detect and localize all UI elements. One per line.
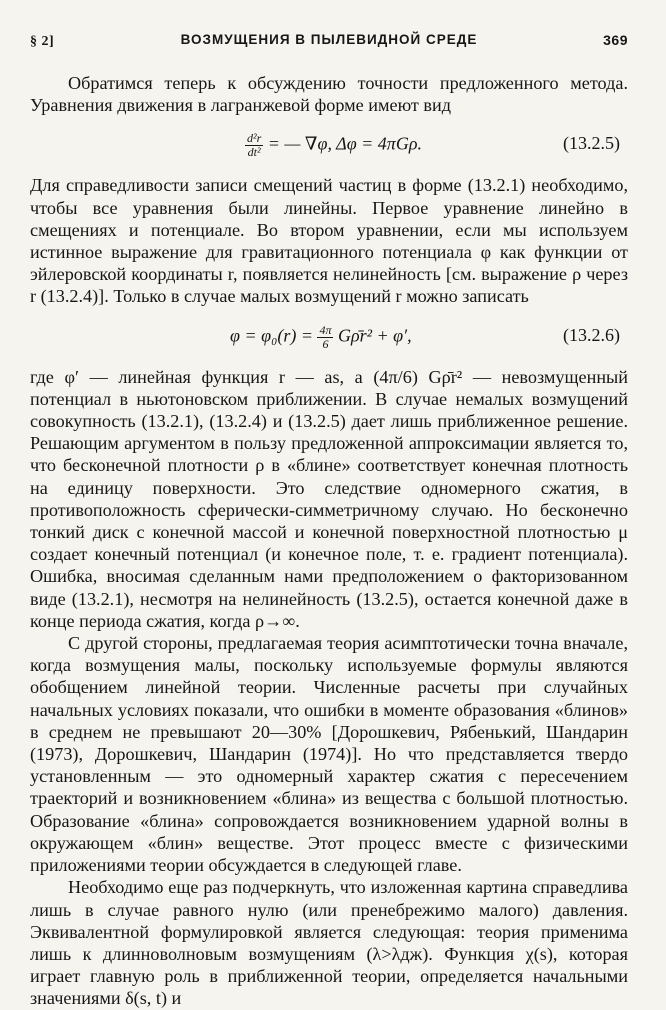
paragraph-4: С другой стороны, предлагаемая теория асимптотически точна вначале, когда возмущения малы, поскольку используемые формулы являются обобщением линейной теории. Численные расчеты при случайных начальных условиях показали, что ошибки в моменте образования «блинов» в среднем не превышают 20—30% [Дорошкевич, Рябенький, Шандарин (1973), Дорошкевич, Шандарин (1974)]. Но что представляется твердо установленным — это одномерный характер сжатия с пересечением траекторий и возникновением «блина» из вещества с большой плотностью. Образование «блина» сопровождается возникновением ударной волны в окружающем «блин» веществе. Этот процесс вместе с физическими приложениями теории обсуждается в следующей главе. [30,633,628,876]
equation-lhs: φ = φ₀(r) = [230,325,318,346]
paragraph-2: Для справедливости записи смещений частиц в форме (13.2.1) необходимо, чтобы все уравнения были линейны. Первое уравнение линейно в смещениях и потенциале. Во втором уравнении, если мы используем истинное выражение для гравитационного потенциала φ как функции от эйлеровской координаты r, появляется нелинейность [см. выражение ρ через r (13.2.4)]. Только в случае малых возмущений r можно записать [30,175,628,307]
equation-number: (13.2.6) [563,324,620,345]
equation-number: (13.2.5) [563,133,620,154]
fraction-numerator: d²r [247,131,262,146]
fraction-denominator: 6 [322,336,329,351]
paragraph-3: где φ′ — линейная функция r — as, а (4π/6) Gρ̄r² — невозмущенный потенциал в ньютоновском приближении. В случае немалых возмущений совокупность (13.2.1), (13.2.4) и (13.2.5) дает лишь приближенное решение. Решающим аргументом в пользу предложенной аппроксимации является то, что бесконечной плотности ρ в «блине» соответствует конечная плотность на единицу поверхности. Это следствие одномерного сжатия, в противоположность сферически-симметричному случаю. Но бесконечно тонкий диск с конечной массой и конечной поверхностной плотностью μ создает конечный потенциал (и конечное поле, т. е. градиент потенциала). Ошибка, вносимая сделанным нами предположением о факторизованном виде (13.2.1), несмотря на нелинейность (13.2.5), остается конечной даже в конце периода сжатия, когда ρ→∞. [30,366,628,631]
equation-13-2-6 [30,310,628,364]
paragraph-5: Необходимо еще раз подчеркнуть, что изложенная картина справедлива лишь в случае равного нулю (или пренебрежимо малого) давления. Эквивалентной формулировкой является следующая: теория применима лишь к длинноволновым возмущениям (λ>λдж). Функция χ(s), которая играет главную роль в приближенной теории, определяется начальными значениями δ(s, t) и [30,877,628,1009]
fraction-denominator: dt² [247,145,261,160]
equation-13-2-5 [30,122,628,170]
equation-13-2-6-expression [230,324,412,351]
running-title: ВОЗМУЩЕНИЯ В ПЫЛЕВИДНОЙ СРЕДЕ [180,32,478,47]
page-body [30,72,628,1010]
section-marker: § 2] [30,34,55,49]
equation-rhs: Gρ̄r² + φ′, [337,325,412,346]
four-pi-over-six-fraction [317,324,333,351]
equation-rhs: = — ∇φ, Δφ = 4πGρ. [267,134,422,155]
fraction-numerator: 4π [319,322,332,337]
second-derivative-fraction [245,132,263,159]
running-header [30,30,628,56]
page-number: 369 [603,32,628,48]
paragraph-1: Обратимся теперь к обсуждению точности предложенного метода. Уравнения движения в лагранжевой форме имеют вид [30,73,628,116]
equation-13-2-5-expression [245,132,422,159]
